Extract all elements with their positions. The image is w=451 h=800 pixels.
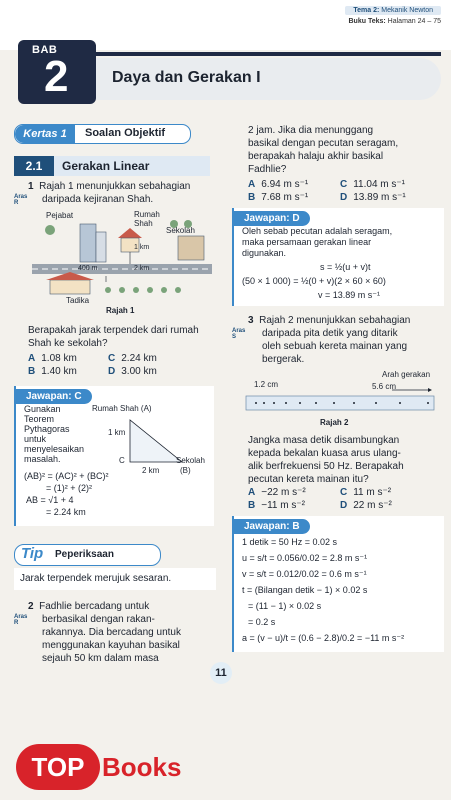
exam-tip-badge [14,544,161,566]
answer-2-head: Jawapan: D [234,211,310,226]
question-2-options: A 6.94 m s⁻¹ C 11.04 m s⁻¹ B 7.68 m s⁻¹ D 13.89 m s⁻¹ [248,179,406,203]
label-pejabat: Pejabat [46,211,74,220]
chapter-badge [18,40,96,104]
chapter-title-bar [96,58,441,100]
ticker-tape-diagram [242,388,438,416]
tip-title: Peperiksaan [55,549,114,560]
tri-label-c: C [119,456,125,465]
answer-2-text: Oleh sebab pecutan adalah seragam, maka persamaan gerakan linear digunakan. [242,226,393,258]
question-1-options: A 1.08 km C 2.24 km B 1.40 km D 3.00 km [28,353,157,377]
paper-label: Kertas 1 [15,125,75,143]
question-1-prompt: Berapakah jarak terpendek dari rumah Shah ke sekolah? [28,325,199,349]
answer-3-equations: 1 detik = 50 Hz = 0.02 s u = s/t = 0.056/0.02 = 2.8 m s⁻¹ v = s/t = 0.012/0.02 = 0.6 m s⁻¹ t = (Bilangan detik − 1) × 0.02 s = (11 − 1) × 0.02 s = 0.2 s a = (v − u)/t = (0.6 − 2.8)/0.2 = −11 m s⁻² [242,537,405,643]
answer-2-box [232,208,444,306]
label-sekolah: Sekolah [166,226,195,235]
subsection-header [14,156,210,176]
label-400m: 400 m [78,265,98,272]
theme-tag: Tema 2: Mekanik Newton [345,6,441,15]
label-1-2cm: 1.2 cm [254,380,279,389]
svg-text:Books: Books [102,752,182,782]
question-1: 1 Rajah 1 menunjukkan sebahagian daripada kejiranan Shah. [28,181,191,205]
publisher-logo [16,736,204,800]
diagram-2-caption: Rajah 2 [320,418,349,427]
chapter-title: Daya dan Gerakan I [112,69,261,86]
tri-label-b: (B) [180,466,191,475]
neighbourhood-diagram [32,210,212,302]
answer-2-equations: s = ½(u + v)t (50 × 1 000) = ½(0 + v)(2 × 60 × 60) v = 13.89 m s⁻¹ [242,262,386,300]
label-5-6cm: 5.6 cm [372,382,397,391]
textbook-reference: Buku Teks: Halaman 24 – 75 [348,18,441,25]
label-2km: 2 km [134,265,150,272]
label-tadika: Tadika [66,296,90,305]
label-1km: 1 km [134,244,150,251]
subsection-number: 2.1 [14,156,54,176]
answer-1-text: Gunakan Teorem Pythagoras untuk menyelesaikan masalah. [24,404,85,464]
answer-3-head: Jawapan: B [234,519,310,534]
label-direction: Arah gerakan [382,370,431,379]
paper-badge [14,124,191,144]
paper-type: Soalan Objektif [85,127,166,139]
label-rumah: Rumah Shah [134,210,160,228]
chapter-label: BAB [32,44,58,56]
tri-label-rumah: Rumah Shah (A) [92,404,152,413]
tip-label: Tip [21,545,44,562]
subsection-title: Gerakan Linear [62,159,150,173]
svg-text:TOP: TOP [31,752,85,782]
answer-1-equations: (AB)² = (AC)² + (BC)² = (1)² + (2)² AB = √1 + 4 = 2.24 km [24,471,109,517]
tri-label-1km: 1 km [108,428,126,437]
question-3-prompt: Jangka masa detik disambungkan kepada bekalan kuasa arus ulang- alik berfrekuensi 50 Hz. Berapakah pecutan kereta mainan itu? [248,435,404,485]
level-tag: Aras S [232,328,246,340]
question-3-options: A −22 m s⁻² C 11 m s⁻² B −11 m s⁻² D 22 m s⁻² [248,487,392,511]
question-3: 3 Rajah 2 menunjukkan sebahagian daripada pita detik yang ditarik oleh sebuah kereta mainan yang bergerak. [248,315,411,365]
tip-text: Jarak terpendek merujuk sesaran. [14,568,216,590]
diagram-1-caption: Rajah 1 [106,306,135,315]
tri-label-sekolah: Sekolah [176,456,205,465]
question-2: 2 Fadhlie bercadang untuk berbasikal dengan rakan- rakannya. Dia bercadang untuk menggunakan kayuhan basikal sejauh 50 km dalam masa [28,601,181,664]
answer-1-box [14,386,214,526]
chapter-stripe [96,52,441,56]
answer-3-box [232,516,444,652]
tri-label-2km: 2 km [142,466,160,475]
question-2-continued: 2 jam. Jika dia menunggang basikal dengan pecutan seragam, berapakah halaju akhir basikal Fadhlie? [248,125,399,175]
answer-1-head: Jawapan: C [16,389,92,404]
chapter-number: 2 [44,52,69,101]
level-tag: Aras R [14,194,28,206]
level-tag: Aras R [14,614,28,626]
page-number: 11 [210,662,232,684]
